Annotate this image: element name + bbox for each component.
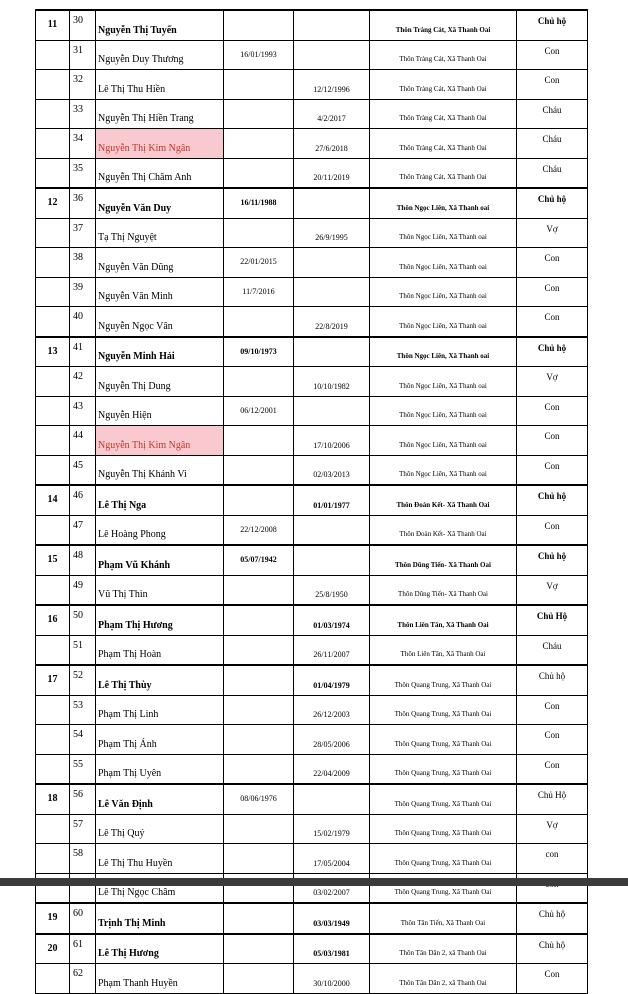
address-cell: Thôn Quang Trung, Xã Thanh Oai: [370, 814, 517, 844]
table-row: [36, 188, 588, 218]
person-name-cell: Nguyễn Thị Tuyến: [96, 10, 224, 40]
birth-date-alt-cell: 20/11/2019: [294, 158, 370, 188]
birth-date-alt-cell: 01/03/1974: [294, 605, 370, 635]
address-cell: Thôn Quang Trung, Xã Thanh Oai: [370, 695, 517, 725]
person-name-cell: Nguyễn Văn Minh: [96, 277, 224, 307]
person-name-cell: Lê Thị Thùy: [96, 665, 224, 695]
row-index-cell: 41: [70, 337, 96, 367]
relationship-cell: Con: [517, 964, 588, 994]
person-name-cell: Nguyễn Thị Khánh Vi: [96, 455, 224, 485]
row-index-cell: 54: [70, 725, 96, 755]
birth-date-cell: [224, 10, 294, 40]
relationship-cell: Chủ hộ: [517, 903, 588, 934]
person-name-cell: Tạ Thị Nguyệt: [96, 218, 224, 248]
birth-date-cell: 16/11/1988: [224, 188, 294, 218]
birth-date-alt-cell: 17/10/2006: [294, 426, 370, 456]
person-name-cell: Phạm Thị Linh: [96, 695, 224, 725]
address-cell: Thôn Đoàn Kết- Xã Thanh Oai: [370, 485, 517, 515]
row-index-cell: 47: [70, 515, 96, 545]
household-number-cell: [36, 307, 70, 337]
birth-date-alt-cell: 26/9/1995: [294, 218, 370, 248]
birth-date-alt-cell: [294, 188, 370, 218]
relationship-cell: Chủ hộ: [517, 188, 588, 218]
row-index-cell: 46: [70, 485, 96, 515]
table-row: [36, 903, 588, 934]
address-cell: Thôn Quang Trung, Xã Thanh Oai: [370, 873, 517, 903]
address-cell: Thôn Tràng Cát, Xã Thanh Oai: [370, 158, 517, 188]
table-row: [36, 695, 588, 725]
relationship-cell: Cháu: [517, 635, 588, 665]
address-cell: Thôn Tràng Cát, Xã Thanh Oai: [370, 70, 517, 100]
table-row: [36, 307, 588, 337]
table-row: [36, 367, 588, 397]
row-index-cell: 48: [70, 545, 96, 575]
relationship-cell: Cháu: [517, 99, 588, 129]
address-cell: Thôn Đoàn Kết- Xã Thanh Oai: [370, 515, 517, 545]
birth-date-cell: 11/7/2016: [224, 277, 294, 307]
table-row: [36, 844, 588, 874]
birth-date-cell: [224, 665, 294, 695]
person-name-cell: Nguyễn Thị Kim Ngân: [96, 426, 224, 456]
household-number-cell: [36, 70, 70, 100]
household-number-cell: 19: [36, 903, 70, 934]
person-name-cell: Phạm Thanh Huyền: [96, 964, 224, 994]
person-name-cell: Lê Thị Quý: [96, 814, 224, 844]
table-row: [36, 70, 588, 100]
relationship-cell: Con: [517, 248, 588, 278]
row-index-cell: 37: [70, 218, 96, 248]
address-cell: Thôn Ngọc Liên, Xã Thanh oai: [370, 455, 517, 485]
relationship-cell: Con: [517, 396, 588, 426]
person-name-cell: Nguyễn Thị Dung: [96, 367, 224, 397]
household-number-cell: [36, 248, 70, 278]
viewer-bottom-bar: [0, 878, 628, 886]
household-number-cell: [36, 754, 70, 784]
birth-date-cell: 16/01/1993: [224, 40, 294, 70]
table-row: [36, 248, 588, 278]
table-body: [36, 10, 588, 993]
table-row: [36, 515, 588, 545]
row-index-cell: 52: [70, 665, 96, 695]
household-number-cell: 13: [36, 337, 70, 367]
person-name-cell: Nguyễn Thị Châm Anh: [96, 158, 224, 188]
person-name-cell: Lê Thị Thu Hiền: [96, 70, 224, 100]
address-cell: Thôn Tân Tiến, Xã Thanh Oai: [370, 903, 517, 934]
row-index-cell: 53: [70, 695, 96, 725]
row-index-cell: 43: [70, 396, 96, 426]
row-index-cell: 62: [70, 964, 96, 994]
relationship-cell: Con: [517, 455, 588, 485]
birth-date-cell: [224, 844, 294, 874]
household-number-cell: 20: [36, 934, 70, 964]
birth-date-alt-cell: 15/02/1979: [294, 814, 370, 844]
household-number-cell: 14: [36, 485, 70, 515]
row-index-cell: 57: [70, 814, 96, 844]
birth-date-alt-cell: 22/8/2019: [294, 307, 370, 337]
table-row: [36, 635, 588, 665]
table-row: [36, 40, 588, 70]
row-index-cell: 38: [70, 248, 96, 278]
person-name-cell: Nguyễn Duy Thương: [96, 40, 224, 70]
row-index-cell: 42: [70, 367, 96, 397]
birth-date-cell: 06/12/2001: [224, 396, 294, 426]
household-number-cell: [36, 277, 70, 307]
household-number-cell: [36, 99, 70, 129]
table-row: [36, 158, 588, 188]
birth-date-cell: 22/12/2008: [224, 515, 294, 545]
birth-date-alt-cell: 4/2/2017: [294, 99, 370, 129]
birth-date-alt-cell: [294, 248, 370, 278]
birth-date-cell: [224, 725, 294, 755]
table-row: [36, 218, 588, 248]
birth-date-cell: [224, 426, 294, 456]
household-number-cell: 17: [36, 665, 70, 695]
row-index-cell: 33: [70, 99, 96, 129]
row-index-cell: 36: [70, 188, 96, 218]
row-index-cell: 45: [70, 455, 96, 485]
address-cell: Thôn Ngọc Liên, Xã Thanh oai: [370, 396, 517, 426]
table-row: [36, 337, 588, 367]
relationship-cell: con: [517, 844, 588, 874]
birth-date-alt-cell: 01/01/1977: [294, 485, 370, 515]
row-index-cell: 31: [70, 40, 96, 70]
birth-date-cell: [224, 455, 294, 485]
row-index-cell: 56: [70, 784, 96, 814]
person-name-cell: Nguyễn Văn Dũng: [96, 248, 224, 278]
birth-date-alt-cell: 17/05/2004: [294, 844, 370, 874]
birth-date-alt-cell: [294, 396, 370, 426]
address-cell: Thôn Tân Dân 2, xã Thanh Oai: [370, 964, 517, 994]
person-name-cell: Nguyễn Văn Duy: [96, 188, 224, 218]
relationship-cell: Con: [517, 426, 588, 456]
birth-date-cell: [224, 485, 294, 515]
row-index-cell: 58: [70, 844, 96, 874]
person-name-cell: Lê Thị Thu Huyền: [96, 844, 224, 874]
birth-date-alt-cell: [294, 784, 370, 814]
table-row: [36, 129, 588, 159]
birth-date-alt-cell: 01/04/1979: [294, 665, 370, 695]
address-cell: Thôn Liên Tân, Xã Thanh Oai: [370, 605, 517, 635]
birth-date-cell: [224, 605, 294, 635]
household-number-cell: [36, 40, 70, 70]
relationship-cell: Chủ Hộ: [517, 605, 588, 635]
birth-date-cell: [224, 307, 294, 337]
address-cell: Thôn Tràng Cát, Xã Thanh Oai: [370, 129, 517, 159]
household-number-cell: 11: [36, 10, 70, 40]
birth-date-alt-cell: 10/10/1982: [294, 367, 370, 397]
table-row: [36, 545, 588, 575]
address-cell: Thôn Ngọc Liên, Xã Thanh oai: [370, 248, 517, 278]
household-number-cell: [36, 367, 70, 397]
row-index-cell: 34: [70, 129, 96, 159]
relationship-cell: Con: [517, 725, 588, 755]
address-cell: Thôn Ngọc Liên, Xã Thanh oai: [370, 218, 517, 248]
person-name-cell: Phạm Thị Hương: [96, 605, 224, 635]
row-index-cell: 60: [70, 903, 96, 934]
household-number-cell: 18: [36, 784, 70, 814]
address-cell: Thôn Quang Trung, Xã Thanh Oai: [370, 844, 517, 874]
birth-date-alt-cell: 30/10/2000: [294, 964, 370, 994]
birth-date-cell: 22/01/2015: [224, 248, 294, 278]
person-name-cell: Phạm Thị Ánh: [96, 725, 224, 755]
relationship-cell: Chủ hộ: [517, 665, 588, 695]
birth-date-alt-cell: 02/03/2013: [294, 455, 370, 485]
row-index-cell: 44: [70, 426, 96, 456]
birth-date-cell: [224, 934, 294, 964]
address-cell: Thôn Ngọc Liên, Xã Thanh oai: [370, 277, 517, 307]
person-name-cell: Lê Thị Hương: [96, 934, 224, 964]
household-number-cell: [36, 725, 70, 755]
address-cell: Thôn Quang Trung, Xã Thanh Oai: [370, 784, 517, 814]
address-cell: Thôn Liên Tân, Xã Thanh Oai: [370, 635, 517, 665]
table-row: [36, 814, 588, 844]
birth-date-alt-cell: [294, 337, 370, 367]
table-row: [36, 575, 588, 605]
table-row: [36, 605, 588, 635]
household-number-cell: 12: [36, 188, 70, 218]
person-name-cell: Trịnh Thị Minh: [96, 903, 224, 934]
relationship-cell: Con: [517, 695, 588, 725]
table-row: [36, 277, 588, 307]
address-cell: Thôn Quang Trung, Xã Thanh Oai: [370, 665, 517, 695]
relationship-cell: Con: [517, 277, 588, 307]
row-index-cell: 39: [70, 277, 96, 307]
birth-date-cell: [224, 754, 294, 784]
row-index-cell: 32: [70, 70, 96, 100]
row-index-cell: 35: [70, 158, 96, 188]
row-index-cell: 61: [70, 934, 96, 964]
birth-date-alt-cell: 03/03/1949: [294, 903, 370, 934]
address-cell: Thôn Quang Trung, Xã Thanh Oai: [370, 754, 517, 784]
birth-date-cell: [224, 903, 294, 934]
address-cell: Thôn Ngọc Liên, Xã Thanh oai: [370, 188, 517, 218]
relationship-cell: Vợ: [517, 814, 588, 844]
birth-date-cell: [224, 695, 294, 725]
table-row: [36, 396, 588, 426]
person-name-cell: Nguyễn Hiện: [96, 396, 224, 426]
household-number-cell: [36, 158, 70, 188]
household-number-cell: [36, 426, 70, 456]
table-row: [36, 665, 588, 695]
address-cell: Thôn Ngọc Liên, Xã Thanh oai: [370, 426, 517, 456]
address-cell: Thôn Tân Dân 2, xã Thanh Oai: [370, 934, 517, 964]
relationship-cell: Con: [517, 307, 588, 337]
relationship-cell: Chủ hộ: [517, 934, 588, 964]
birth-date-alt-cell: 26/11/2007: [294, 635, 370, 665]
birth-date-alt-cell: [294, 40, 370, 70]
relationship-cell: Con: [517, 754, 588, 784]
person-name-cell: Phạm Thị Hoàn: [96, 635, 224, 665]
table-row: [36, 485, 588, 515]
row-index-cell: 49: [70, 575, 96, 605]
person-name-cell: Nguyễn Thị Kim Ngân: [96, 129, 224, 159]
birth-date-alt-cell: 27/6/2018: [294, 129, 370, 159]
table-row: [36, 99, 588, 129]
address-cell: Thôn Ngọc Liên, Xã Thanh oai: [370, 367, 517, 397]
birth-date-cell: [224, 367, 294, 397]
household-table: [35, 9, 588, 994]
person-name-cell: Phạm Vũ Khánh: [96, 545, 224, 575]
address-cell: Thôn Ngọc Liên, Xã Thanh oai: [370, 337, 517, 367]
birth-date-alt-cell: 05/03/1981: [294, 934, 370, 964]
person-name-cell: Nguyễn Ngọc Vân: [96, 307, 224, 337]
address-cell: Thôn Dũng Tiến- Xã Thanh Oai: [370, 545, 517, 575]
person-name-cell: Phạm Thị Uyên: [96, 754, 224, 784]
household-number-cell: 15: [36, 545, 70, 575]
household-number-cell: [36, 575, 70, 605]
person-name-cell: Lê Văn Định: [96, 784, 224, 814]
household-number-cell: [36, 844, 70, 874]
birth-date-alt-cell: [294, 515, 370, 545]
table-row: [36, 784, 588, 814]
birth-date-alt-cell: 22/04/2009: [294, 754, 370, 784]
household-number-cell: [36, 695, 70, 725]
household-number-cell: 16: [36, 605, 70, 635]
birth-date-cell: [224, 70, 294, 100]
birth-date-cell: [224, 218, 294, 248]
birth-date-cell: [224, 814, 294, 844]
birth-date-cell: [224, 129, 294, 159]
person-name-cell: Vũ Thị Thìn: [96, 575, 224, 605]
birth-date-alt-cell: 26/12/2003: [294, 695, 370, 725]
relationship-cell: Vợ: [517, 367, 588, 397]
table-row: [36, 964, 588, 994]
row-index-cell: 50: [70, 605, 96, 635]
person-name-cell: Lê Thị Nga: [96, 485, 224, 515]
relationship-cell: Chủ Hộ: [517, 784, 588, 814]
household-number-cell: [36, 218, 70, 248]
person-name-cell: Nguyễn Minh Hải: [96, 337, 224, 367]
address-cell: Thôn Dũng Tiến- Xã Thanh Oai: [370, 575, 517, 605]
person-name-cell: Lê Hoàng Phong: [96, 515, 224, 545]
birth-date-cell: [224, 158, 294, 188]
household-number-cell: [36, 964, 70, 994]
household-number-cell: [36, 635, 70, 665]
person-name-cell: Lê Thị Ngọc Châm: [96, 873, 224, 903]
relationship-cell: Con: [517, 40, 588, 70]
row-index-cell: 40: [70, 307, 96, 337]
table-row: [36, 725, 588, 755]
household-number-cell: [36, 515, 70, 545]
relationship-cell: Chủ hộ: [517, 545, 588, 575]
address-cell: Thôn Quang Trung, Xã Thanh Oai: [370, 725, 517, 755]
birth-date-alt-cell: [294, 277, 370, 307]
birth-date-cell: 08/06/1976: [224, 784, 294, 814]
birth-date-alt-cell: 12/12/1996: [294, 70, 370, 100]
birth-date-cell: [224, 964, 294, 994]
birth-date-alt-cell: [294, 10, 370, 40]
birth-date-alt-cell: 25/8/1950: [294, 575, 370, 605]
row-index-cell: 30: [70, 10, 96, 40]
relationship-cell: Vợ: [517, 575, 588, 605]
relationship-cell: Chủ hộ: [517, 10, 588, 40]
household-number-cell: [36, 396, 70, 426]
relationship-cell: Chủ hộ: [517, 485, 588, 515]
birth-date-alt-cell: 03/02/2007: [294, 873, 370, 903]
relationship-cell: Con: [517, 70, 588, 100]
person-name-cell: Nguyễn Thị Hiền Trang: [96, 99, 224, 129]
row-index-cell: 55: [70, 754, 96, 784]
table-row: [36, 426, 588, 456]
address-cell: Thôn Tràng Cát, Xã Thanh Oai: [370, 99, 517, 129]
birth-date-cell: 05/07/1942: [224, 545, 294, 575]
relationship-cell: Cháu: [517, 129, 588, 159]
address-cell: Thôn Tràng Cát, Xã Thanh Oai: [370, 40, 517, 70]
relationship-cell: Con: [517, 515, 588, 545]
table-row: [36, 754, 588, 784]
household-number-cell: [36, 129, 70, 159]
birth-date-cell: [224, 635, 294, 665]
row-index-cell: 51: [70, 635, 96, 665]
relationship-cell: Vợ: [517, 218, 588, 248]
table-row: [36, 10, 588, 40]
birth-date-cell: [224, 575, 294, 605]
address-cell: Thôn Tràng Cát, Xã Thanh Oai: [370, 10, 517, 40]
household-number-cell: [36, 455, 70, 485]
birth-date-cell: [224, 99, 294, 129]
table-row: [36, 934, 588, 964]
table-row: [36, 455, 588, 485]
address-cell: Thôn Ngọc Liên, Xã Thanh oai: [370, 307, 517, 337]
relationship-cell: Cháu: [517, 158, 588, 188]
birth-date-alt-cell: [294, 545, 370, 575]
birth-date-alt-cell: 28/05/2006: [294, 725, 370, 755]
relationship-cell: Chủ hộ: [517, 337, 588, 367]
birth-date-cell: 09/10/1973: [224, 337, 294, 367]
household-number-cell: [36, 814, 70, 844]
